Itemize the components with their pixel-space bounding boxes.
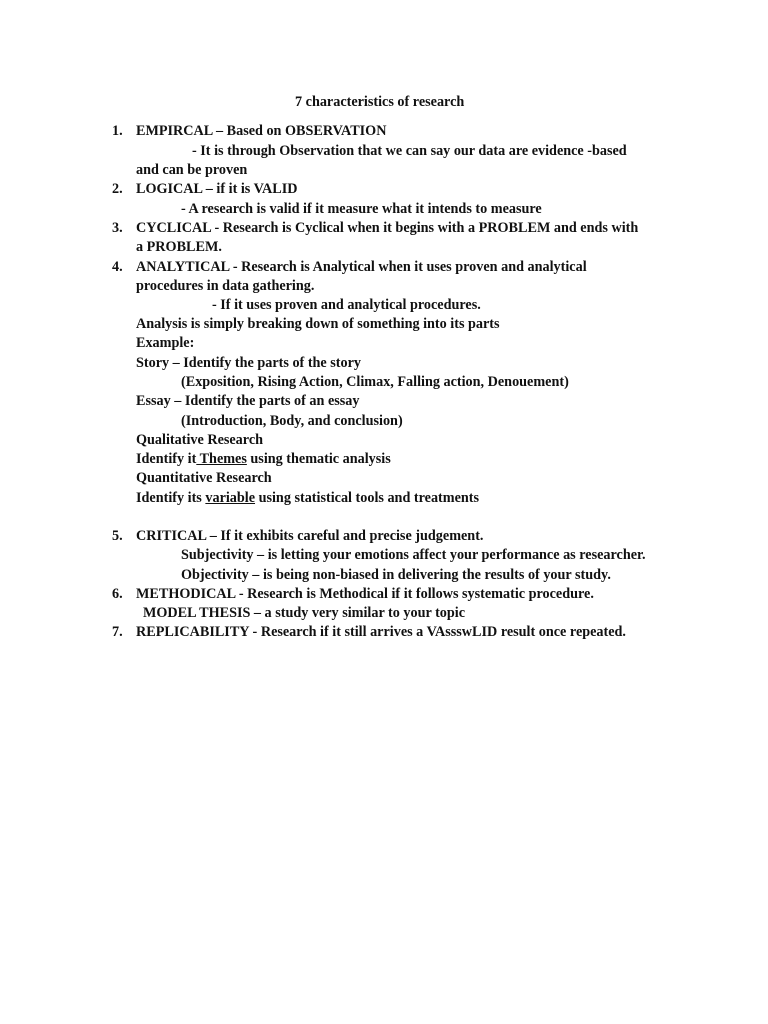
item-number-4: 4. <box>112 259 123 275</box>
item-4-line: Story – Identify the parts of the story <box>136 355 362 371</box>
item-4-heading: ANALYTICAL - Research is Analytical when it uses proven and analytical <box>136 259 587 275</box>
item-6-heading: METHODICAL - Research is Methodical if it follows systematic procedure. <box>136 586 594 602</box>
item-1-line: and can be proven <box>136 162 248 178</box>
item-2-line: - A research is valid if it measure what it intends to measure <box>181 201 542 217</box>
item-4-line: Qualitative Research <box>136 432 264 448</box>
item-number-1: 1. <box>112 123 123 139</box>
item-6-line: MODEL THESIS – a study very similar to your topic <box>143 605 466 621</box>
item-1-line: - It is through Observation that we can say our data are evidence -based <box>192 143 627 159</box>
item-4-line: Example: <box>136 335 195 351</box>
item-4-themes-line <box>136 450 391 469</box>
item-2-heading: LOGICAL – if it is VALID <box>136 181 298 197</box>
item-4-line: (Introduction, Body, and conclusion) <box>181 413 403 429</box>
item-3-line: a PROBLEM. <box>136 239 222 255</box>
item-7-heading: REPLICABILITY - Research if it still arrives a VAssswLID result once repeated. <box>136 624 626 640</box>
item-4-line: Essay – Identify the parts of an essay <box>136 393 360 409</box>
item-4-line: (Exposition, Rising Action, Climax, Falling action, Denouement) <box>181 374 569 390</box>
item-5-line: Subjectivity – is letting your emotions affect your performance as researcher. <box>181 547 646 563</box>
themes-line-post: using thematic analysis <box>246 451 391 467</box>
item-4-line: Analysis is simply breaking down of something into its parts <box>136 316 500 332</box>
document-title: 7 characteristics of research <box>295 94 465 110</box>
item-4-line: - If it uses proven and analytical procedures. <box>212 297 481 313</box>
item-number-3: 3. <box>112 220 123 236</box>
themes-line-pre: Identify it <box>136 451 197 467</box>
item-5-line: Objectivity – is being non-biased in delivering the results of your study. <box>181 567 611 583</box>
item-4-line: procedures in data gathering. <box>136 278 315 294</box>
item-4-line: Quantitative Research <box>136 470 272 486</box>
item-number-5: 5. <box>112 528 123 544</box>
item-3-heading: CYCLICAL - Research is Cyclical when it begins with a PROBLEM and ends with <box>136 220 639 236</box>
item-number-7: 7. <box>112 624 123 640</box>
item-5-heading: CRITICAL – If it exhibits careful and precise judgement. <box>136 528 484 544</box>
item-1-heading: EMPIRCAL – Based on OBSERVATION <box>136 123 387 139</box>
themes-underlined: Themes <box>196 451 247 467</box>
item-number-2: 2. <box>112 181 123 197</box>
variable-line-pre: Identify its <box>136 490 206 506</box>
item-number-6: 6. <box>112 586 123 602</box>
variable-underlined: variable <box>205 490 256 506</box>
variable-line-post: using statistical tools and treatments <box>255 490 480 506</box>
item-4-variable-line <box>136 489 479 508</box>
